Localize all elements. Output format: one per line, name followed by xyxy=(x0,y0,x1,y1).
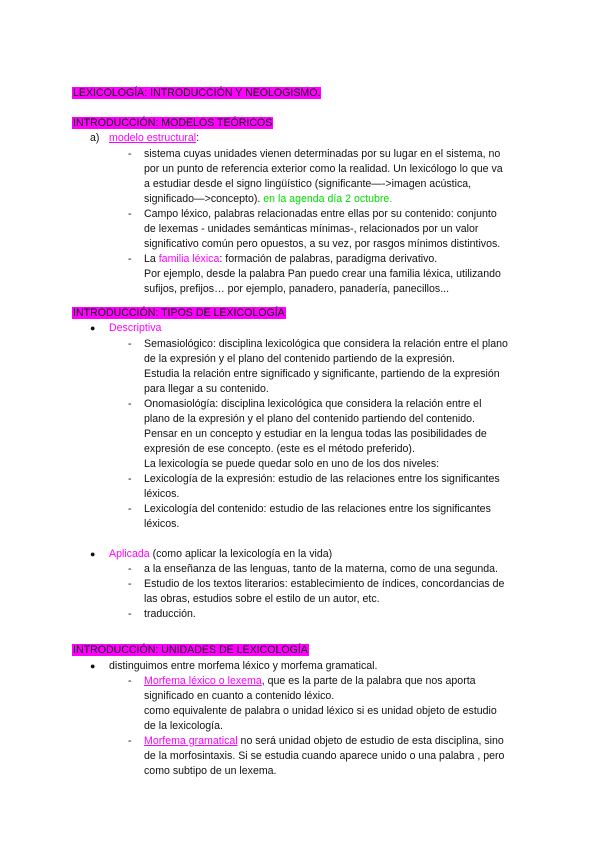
aplicada-label: Aplicada xyxy=(109,548,150,560)
dash-marker: - xyxy=(128,503,132,515)
text-line: sistema cuyas unidades vienen determinadas por su lugar en el sistema, no xyxy=(144,148,501,160)
text-line: a estudiar desde el signo lingüístico (significante—->imagen acústica, xyxy=(144,178,472,190)
text-line: de la morfosintaxis. Si se estudia cuando aparece unido o una palabra , pero xyxy=(144,750,505,762)
modelo-estructural-line: modelo estructural: xyxy=(109,132,200,144)
text-line: La familia léxica: formación de palabras, paradigma derivativo. xyxy=(144,253,438,265)
dash-marker: - xyxy=(128,338,132,350)
descriptiva-label: Descriptiva xyxy=(109,322,162,334)
bullet-marker: ● xyxy=(90,549,96,559)
list-marker-a: a) xyxy=(90,132,100,144)
morfema-lexico-link[interactable]: Morfema léxico o lexema xyxy=(144,675,262,687)
text-line: significado en cuanto a contenido léxico. xyxy=(144,690,335,702)
section-heading-tipos: INTRODUCCIÓN: TIPOS DE LEXICOLOGÍA xyxy=(73,307,285,319)
text-line: Semasiológico: disciplina lexicológica que considera la relación entre el plano xyxy=(144,338,508,350)
title-highlight: LEXICOLOGÍA: INTRODUCCIÓN Y NEOLOGISMO. xyxy=(73,87,321,99)
text-line: sufijos, prefijos… por ejemplo, panadero, panadería, panecillos... xyxy=(144,283,450,295)
dash-marker: - xyxy=(128,563,132,575)
text-line: a la enseñanza de las lenguas, tanto de la materna, como de una segunda. xyxy=(144,563,498,575)
bullet-marker: ● xyxy=(90,661,96,671)
text-line: Morfema gramatical no será unidad objeto de estudio de esta disciplina, sino xyxy=(144,735,504,747)
morfema-gramatical-link[interactable]: Morfema gramatical xyxy=(144,735,238,747)
text-line: Morfema léxico o lexema, que es la parte de la palabra que nos aporta xyxy=(144,675,476,687)
bullet-marker: ● xyxy=(90,323,96,333)
text-line: Lexicología del contenido: estudio de las relaciones entre los significantes xyxy=(144,503,491,515)
text-line: La lexicología se puede quedar solo en uno de los dos niveles: xyxy=(144,458,440,470)
text-line: de lexemas - unidades semánticas mínimas-, relacionados por un valor xyxy=(144,223,479,235)
text-line: de la expresión y el plano del contenido partiendo de la expresión. xyxy=(144,353,455,365)
text-line: Por ejemplo, desde la palabra Pan puedo crear una familia léxica, utilizando xyxy=(144,268,501,280)
dash-marker: - xyxy=(128,735,132,747)
text-line: plano de la expresión y el plano del contenido partiendo del contenido. xyxy=(144,413,476,425)
section-heading-modelos: INTRODUCCIÓN: MODELOS TEÓRICOS xyxy=(73,117,273,129)
text-line: Pensar en un concepto y estudiar en la lengua todas las posibilidades de xyxy=(144,428,487,440)
text-line: como equivalente de palabra o unidad léxico si es unidad objeto de estudio xyxy=(144,705,497,717)
text-line: como subtipo de un lexema. xyxy=(144,765,277,777)
text-line: las obras, estudios sobre el estilo de un autor, etc. xyxy=(144,593,380,605)
dash-marker: - xyxy=(128,398,132,410)
familia-lexica-term: familia léxica xyxy=(158,253,220,265)
text-line: de la lexicología. xyxy=(144,720,223,732)
dash-marker: - xyxy=(128,578,132,590)
dash-marker: - xyxy=(128,253,132,265)
document-title xyxy=(72,86,321,101)
dash-marker: - xyxy=(128,473,132,485)
text-line: Campo léxico, palabras relacionadas entre ellas por su contenido: conjunto xyxy=(144,208,497,220)
agenda-note: en la agenda día 2 octubre. xyxy=(260,193,393,205)
text-line: significado—>concepto). en la agenda día 2 octubre. xyxy=(144,193,393,205)
aplicada-line: Aplicada (como aplicar la lexicología en la vida) xyxy=(109,548,333,560)
text-line: distinguimos entre morfema léxico y morfema gramatical. xyxy=(109,660,378,672)
text-line: para llegar a su contenido. xyxy=(144,383,269,395)
text-line: significativo común pero opuestos, a su vez, por rasgos mínimos distintivos. xyxy=(144,238,501,250)
dash-marker: - xyxy=(128,148,132,160)
modelo-estructural-link[interactable]: modelo estructural xyxy=(109,132,197,144)
text-line: Onomasiológía: disciplina lexicológica que considera la relación entre el xyxy=(144,398,482,410)
dash-marker: - xyxy=(128,675,132,687)
text-line: expresión de ese concepto. (este es el método preferido). xyxy=(144,443,415,455)
text-line: traducción. xyxy=(144,608,196,620)
text-line: Estudia la relación entre significado y significante, partiendo de la expresión xyxy=(144,368,500,380)
dash-marker: - xyxy=(128,608,132,620)
dash-marker: - xyxy=(128,208,132,220)
text-line: léxicos. xyxy=(144,488,180,500)
text-line: léxicos. xyxy=(144,518,180,530)
text-line: por un punto de referencia exterior como la realidad. Un lexicólogo lo que va xyxy=(144,163,503,175)
text-line: Estudio de los textos literarios: establecimiento de índices, concordancias de xyxy=(144,578,505,590)
text-line: Lexicología de la expresión: estudio de las relaciones entre los significantes xyxy=(144,473,500,485)
section-heading-unidades: INTRODUCCIÓN: UNIDADES DE LEXICOLOGÍA xyxy=(73,644,308,656)
